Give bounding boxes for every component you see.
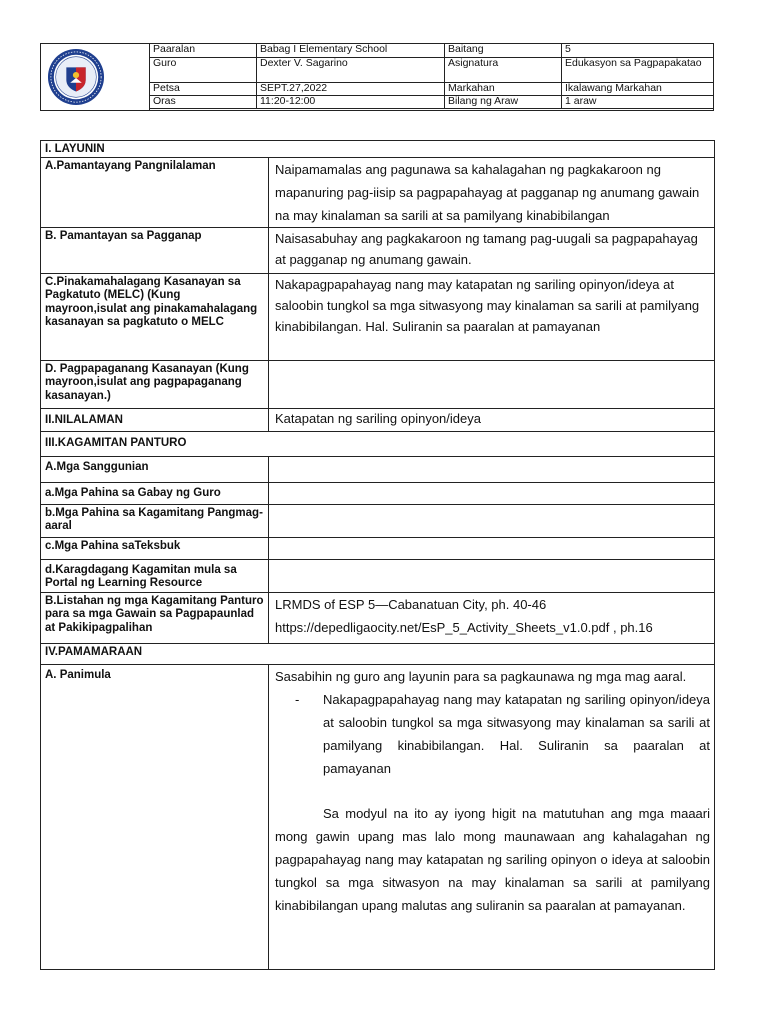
header-row-oras bbox=[150, 95, 714, 108]
row-label: B. Pamantayan sa Pagganap bbox=[41, 227, 269, 273]
intro-text: Sasabihin ng guro ang layunin para sa pagkaunawa ng mga mag aaral. bbox=[275, 668, 687, 684]
header-info-block bbox=[40, 43, 714, 111]
row-value bbox=[269, 559, 715, 592]
row-label: a.Mga Pahina sa Gabay ng Guro bbox=[41, 482, 269, 504]
lesson-plan-table bbox=[40, 140, 715, 970]
row-label: D. Pagpapaganang Kasanayan (Kung mayroon,isulat ang pagpapaganang kasanayan.) bbox=[41, 360, 269, 408]
row-value bbox=[269, 592, 715, 643]
table-row bbox=[41, 537, 715, 559]
row-label: A.Pamantayang Pangnilalaman bbox=[41, 157, 269, 227]
table-row bbox=[41, 273, 715, 360]
row-value bbox=[269, 360, 715, 408]
table-row bbox=[41, 408, 715, 431]
row-label: A.Mga Sanggunian bbox=[41, 456, 269, 482]
header-row-guro bbox=[150, 57, 714, 82]
header-label: Petsa bbox=[150, 82, 257, 95]
section-heading: IV.PAMAMARAAN bbox=[41, 643, 715, 664]
row-label: c.Mga Pahina saTeksbuk bbox=[41, 537, 269, 559]
section-heading: III.KAGAMITAN PANTURO bbox=[41, 431, 715, 456]
table-row bbox=[41, 482, 715, 504]
table-row bbox=[41, 456, 715, 482]
logo-cell bbox=[41, 44, 150, 110]
table-row bbox=[41, 227, 715, 273]
table-row bbox=[41, 559, 715, 592]
header-value: SEPT.27,2022 bbox=[257, 82, 445, 95]
table-row bbox=[41, 664, 715, 969]
row-label: B.Listahan ng mga Kagamitang Panturo para sa mga Gawain sa Pagpapaunlad at Pakikipagpalihan bbox=[41, 592, 269, 643]
row-value bbox=[269, 456, 715, 482]
row-value bbox=[269, 504, 715, 537]
header-label: Guro bbox=[150, 57, 257, 82]
header-label: Paaralan bbox=[150, 44, 257, 57]
row-label: b.Mga Pahina sa Kagamitang Pangmag-aaral bbox=[41, 504, 269, 537]
header-value: Babag I Elementary School bbox=[257, 44, 445, 57]
row-value bbox=[269, 664, 715, 969]
header-value: 11:20-12:00 bbox=[257, 95, 445, 108]
header-value: Edukasyon sa Pagpapakatao bbox=[562, 57, 714, 82]
reference-line: LRMDS of ESP 5—Cabanatuan City, ph. 40-46 bbox=[275, 596, 547, 612]
list-item bbox=[275, 688, 710, 780]
row-value: Naisasabuhay ang pagkakaroon ng tamang pag-uugali sa pagpapahayag at pagganap ng anumang gawain. bbox=[269, 227, 715, 273]
row-value bbox=[269, 482, 715, 504]
header-label: Bilang ng Araw bbox=[445, 95, 562, 108]
body-paragraph: Sa modyul na ito ay iyong higit na matutuhan ang mga maaari mong gawin upang mas lalo mong maunawaan ang kahalagahan ng pagpapahayag nang may katapatan ng sariling opinyon o ideya at saloobin tungkol sa mga sitwasyon na may kinalaman sa sarili at pamilyang kinabibilangan upang malutas ang suliranin sa paaralan at pamayanan. bbox=[275, 805, 711, 913]
header-label: Baitang bbox=[445, 44, 562, 57]
section-row-kagamitan bbox=[41, 431, 715, 456]
row-label: d.Karagdagang Kagamitan mula sa Portal ng Learning Resource bbox=[41, 559, 269, 592]
header-grid bbox=[149, 44, 713, 109]
row-value: Naipamamalas ang pagunawa sa kahalagahan ng pagkakaroon ng mapanuring pag-iisip sa pagpapahayag at pagganap ng anumang gawain na may kinalaman sa sarili at sa pamilyang kinabibilangan bbox=[269, 157, 715, 227]
header-label: Asignatura bbox=[445, 57, 562, 82]
header-label: Markahan bbox=[445, 82, 562, 95]
header-row-paaralan bbox=[150, 44, 714, 57]
header-value: Ikalawang Markahan bbox=[562, 82, 714, 95]
header-value: 1 araw bbox=[562, 95, 714, 108]
header-label: Oras bbox=[150, 95, 257, 108]
deped-seal-icon bbox=[47, 48, 105, 106]
header-row-petsa bbox=[150, 82, 714, 95]
row-value: Nakapagpapahayag nang may katapatan ng sariling opinyon/ideya at saloobin tungkol sa mga sitwasyong may kinalaman sa sarili at pamilyang kinabibilangan. Hal. Suliranin sa paaralan at pamayanan bbox=[269, 273, 715, 360]
section-row-layunin bbox=[41, 141, 715, 158]
bullet-text: Nakapagpapahayag nang may katapatan ng sariling opinyon/ideya at saloobin tungkol sa mga sitwasyong may kinalaman sa sarili at pamilyang kinabibilangan. Hal. Suliranin sa paaralan at pamayanan bbox=[323, 691, 711, 776]
header-value: 5 bbox=[562, 44, 714, 57]
row-label: C.Pinakamahalagang Kasanayan sa Pagkatuto (MELC) (Kung mayroon,isulat ang pinakamahalagang kasanayan sa pagkatuto o MELC bbox=[41, 273, 269, 360]
section-row-pamamaraan bbox=[41, 643, 715, 664]
row-label: II.NILALAMAN bbox=[41, 408, 269, 431]
row-value bbox=[269, 537, 715, 559]
table-row bbox=[41, 157, 715, 227]
row-value: Katapatan ng sariling opinyon/ideya bbox=[269, 408, 715, 431]
table-row bbox=[41, 592, 715, 643]
row-label: A. Panimula bbox=[41, 664, 269, 969]
table-row bbox=[41, 360, 715, 408]
table-row bbox=[41, 504, 715, 537]
section-heading: I. LAYUNIN bbox=[41, 141, 715, 158]
reference-link[interactable]: https://depedligaocity.net/EsP_5_Activity_Sheets_v1.0.pdf , ph.16 bbox=[275, 619, 653, 635]
header-value: Dexter V. Sagarino bbox=[257, 57, 445, 82]
dash-bullet: - bbox=[295, 691, 300, 707]
